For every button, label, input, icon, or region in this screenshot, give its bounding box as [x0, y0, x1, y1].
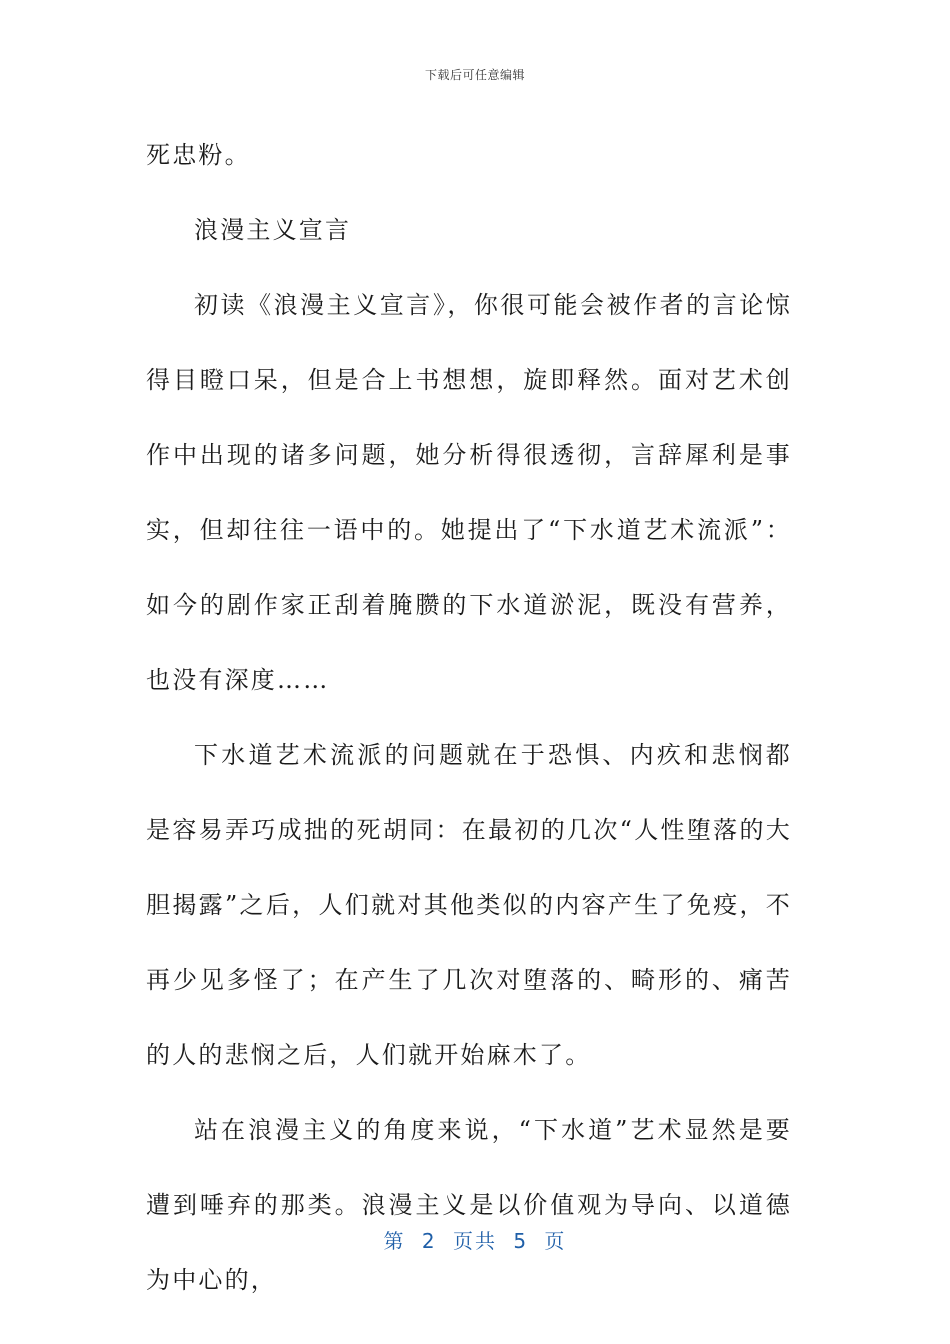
paragraph: 初读《浪漫主义宣言》，你很可能会被作者的言论惊得目瞪口呆，但是合上书想想，旋即释然。面对艺术创作中出现的诸多问题，她分析得很透彻，言辞犀利是事实，但却往往一语中的。她提出了“下水道艺术流派”：如今的剧作家正刮着腌臜的下水道淤泥，既没有营养，也没有深度…… — [146, 291, 792, 694]
paragraph: 站在浪漫主义的角度来说，“下水道”艺术显然是要遭到唾弃的那类。浪漫主义是以价值观为导向、以道德为中心的， — [146, 1116, 792, 1294]
paragraph: 下水道艺术流派的问题就在于恐惧、内疚和悲悯都是容易弄巧成拙的死胡同：在最初的几次“人性堕落的大胆揭露”之后，人们就对其他类似的内容产生了免疫，不再少见多怪了；在产生了几次对堕落的、畸形的、痛苦的人的悲悯之后，人们就开始麻木了。 — [146, 741, 792, 1069]
header-note: 下载后可任意编辑 — [424, 68, 525, 82]
paragraph-continuation: 死忠粉。 — [146, 141, 251, 169]
section-heading: 浪漫主义宣言 — [194, 216, 352, 244]
document-body — [146, 118, 792, 1318]
page-number-footer: 第 2 页共 5 页 — [383, 1229, 567, 1253]
